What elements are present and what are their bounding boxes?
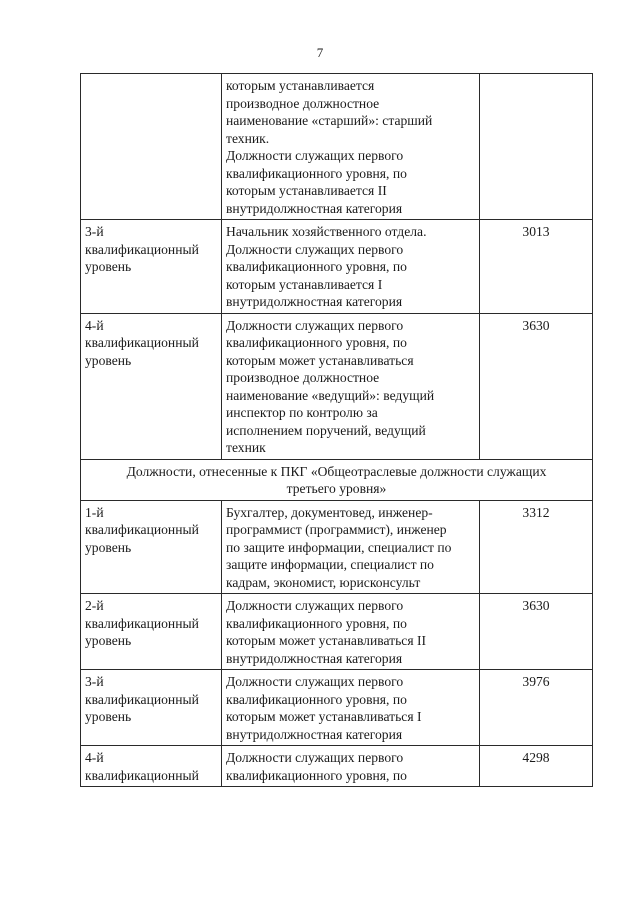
salary-text: 3312 — [522, 504, 550, 520]
salary-cell — [480, 746, 593, 787]
table-row — [81, 746, 593, 787]
page-number: 7 — [316, 45, 324, 60]
salary-text: 3630 — [522, 598, 550, 613]
table-row — [81, 313, 593, 459]
positions-description-text: Начальник хозяйственного отдела. Должности служащих первого квалификационного уровня, по которым устанавливается I внутридолжностная категория — [226, 224, 427, 309]
table-row — [81, 594, 593, 670]
qualification-level-cell — [81, 500, 222, 594]
salary-cell — [480, 220, 593, 314]
positions-description-text: Бухгалтер, документовед, инженер- программист (программист), инженер по защите информации, специалист по защите информации, специалист по кадрам, экономист, юрисконсульт — [226, 504, 452, 590]
qualification-level-cell — [81, 220, 222, 314]
positions-description-text: Должности служащих первого квалификационного уровня, по которым может устанавливаться II внутридолжностная категория — [226, 598, 427, 666]
salary-cell — [480, 500, 593, 594]
positions-description-cell — [222, 746, 480, 787]
salary-cell — [480, 670, 593, 746]
salary-cell — [480, 74, 593, 220]
salary-table — [80, 73, 593, 787]
table-row — [81, 670, 593, 746]
qualification-level-text: 1-й квалификационный уровень — [85, 504, 199, 555]
salary-cell — [480, 594, 593, 670]
qualification-level-cell — [81, 313, 222, 459]
qualification-level-text: 3-й квалификационный уровень — [85, 674, 199, 724]
positions-description-cell — [222, 500, 480, 594]
salary-text: 4298 — [522, 750, 550, 765]
qualification-level-text: 2-й квалификационный уровень — [85, 598, 199, 648]
qualification-level-cell — [81, 670, 222, 746]
qualification-level-text: 4-й квалификационный уровень — [85, 317, 199, 368]
table-row — [81, 74, 593, 220]
salary-text: 3976 — [522, 674, 550, 689]
positions-description-cell — [222, 670, 480, 746]
table-row — [81, 500, 593, 594]
positions-description-cell — [222, 220, 480, 314]
positions-description-text: Должности служащих первого квалификационного уровня, по которым может устанавливаться I внутридолжностная категория — [226, 674, 422, 742]
qualification-level-cell — [81, 746, 222, 787]
positions-description-cell — [222, 74, 480, 220]
group-title: Должности, отнесенные к ПКГ «Общеотраслевые должности служащих третьего уровня» — [126, 463, 547, 496]
salary-text: 3630 — [522, 317, 550, 333]
group-header-cell — [81, 459, 593, 500]
qualification-level-cell — [81, 74, 222, 220]
group-header-row — [81, 459, 593, 500]
qualification-level-cell — [81, 594, 222, 670]
positions-description-cell — [222, 313, 480, 459]
salary-cell — [480, 313, 593, 459]
qualification-level-text: 4-й квалификационный — [85, 750, 199, 783]
table-row — [81, 220, 593, 314]
positions-description-text: Должности служащих первого квалификационного уровня, по — [226, 750, 407, 783]
table-body — [81, 74, 593, 787]
qualification-level-text: 3-й квалификационный уровень — [85, 224, 199, 274]
positions-description-text: Должности служащих первого квалификационного уровня, по которым может устанавливаться производное должностное наименование «ведущий»: ведущий инспектор по контролю за исполнением поручений, ведущий техник — [226, 317, 435, 455]
positions-description-cell — [222, 594, 480, 670]
positions-description-text: которым устанавливается производное должностное наименование «старший»: старший техник. Должности служащих первого квалификационного уровня, по которым устанавливается II внутридолжностная категория — [226, 78, 433, 216]
salary-text: 3013 — [522, 224, 550, 239]
